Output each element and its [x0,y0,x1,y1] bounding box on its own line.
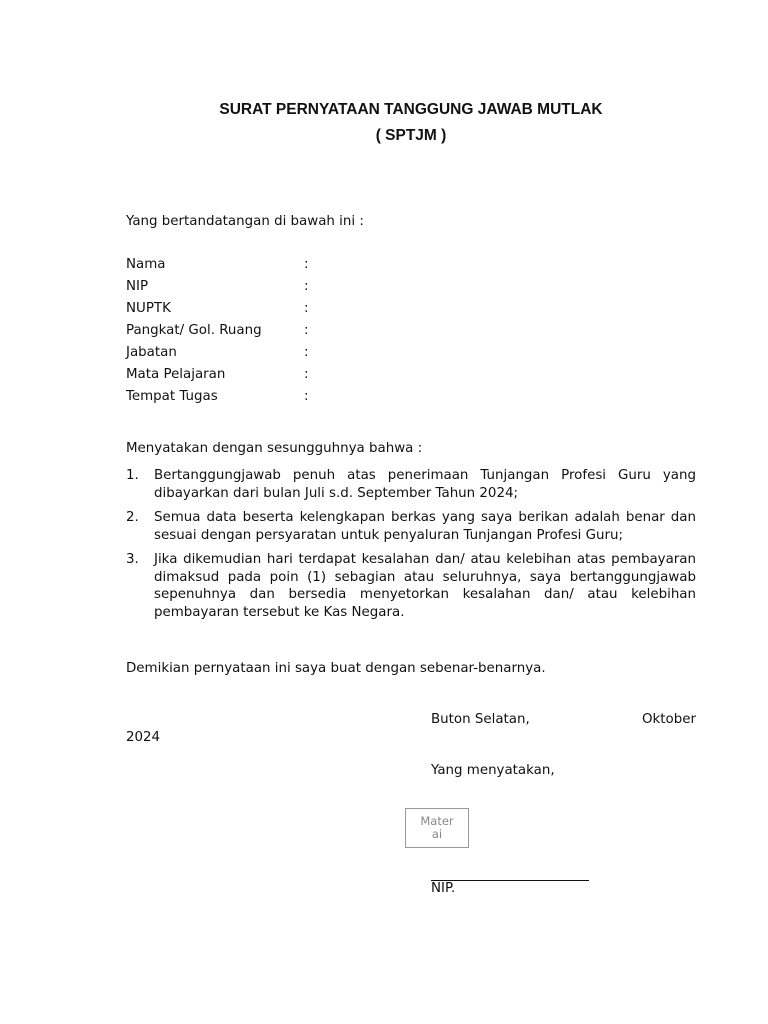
signature-month: Oktober [642,712,696,727]
statement-intro: Menyatakan dengan sesungguhnya bahwa : [126,441,423,456]
stamp-text-line: ai [431,827,443,841]
statement-number: 3. [126,552,139,567]
statement-text: Bertanggungjawab penuh atas penerimaan Tunjangan Profesi Guru yang dibayarkan dari bulan Juli s.d. September Tahun 2024; [154,468,696,501]
identity-row-mata-pelajaran [126,364,526,386]
identity-row-tempat-tugas [126,386,526,408]
identity-row-nip [126,276,526,298]
statement-text: Jika dikemudian hari terdapat kesalahan dan/ atau kelebihan atas pembayaran dimaksud pada poin (1) sebagian atau seluruhnya, saya bertanggungjawab sepenuhnya dan bersedia menyetorkan kesalahan dan/ atau kelebihan pembayaran tersebut ke Kas Negara. [154,552,696,620]
document-title: SURAT PERNYATAAN TANGGUNG JAWAB MUTLAK [219,101,603,118]
statement-item [126,551,696,621]
field-separator: : [304,345,309,360]
statement-list [126,467,696,628]
signature-year: 2024 [126,730,161,745]
intro-text: Yang bertandatangan di bawah ini : [126,214,364,229]
field-label: Pangkat/ Gol. Ruang [126,323,262,338]
identity-fields [126,254,526,408]
declarant-label: Yang menyatakan, [431,763,555,778]
signature-date-line [431,712,696,727]
statement-number: 1. [126,468,139,483]
statement-item [126,467,696,502]
field-separator: : [304,301,309,316]
field-separator: : [304,389,309,404]
materai-stamp-box [405,808,469,848]
field-separator: : [304,279,309,294]
field-label: Mata Pelajaran [126,367,226,382]
field-label: Nama [126,257,166,272]
identity-row-nuptk [126,298,526,320]
field-label: NIP [126,279,149,294]
field-label: Jabatan [126,345,177,360]
document-subtitle: ( SPTJM ) [375,127,447,144]
field-label: NUPTK [126,301,171,316]
field-separator: : [304,367,309,382]
signature-place: Buton Selatan, [431,712,530,727]
statement-text: Semua data beserta kelengkapan berkas yang saya berikan adalah benar dan sesuai dengan persyaratan untuk penyaluran Tunjangan Profesi Guru; [154,510,696,543]
statement-number: 2. [126,510,139,525]
field-separator: : [304,257,309,272]
identity-row-nama [126,254,526,276]
identity-row-jabatan [126,342,526,364]
field-separator: : [304,323,309,338]
closing-text: Demikian pernyataan ini saya buat dengan sebenar-benarnya. [126,661,546,676]
nip-label: NIP. [431,881,456,896]
identity-row-pangkat [126,320,526,342]
field-label: Tempat Tugas [126,389,218,404]
stamp-text-line: Mater [420,814,454,828]
statement-item [126,509,696,544]
